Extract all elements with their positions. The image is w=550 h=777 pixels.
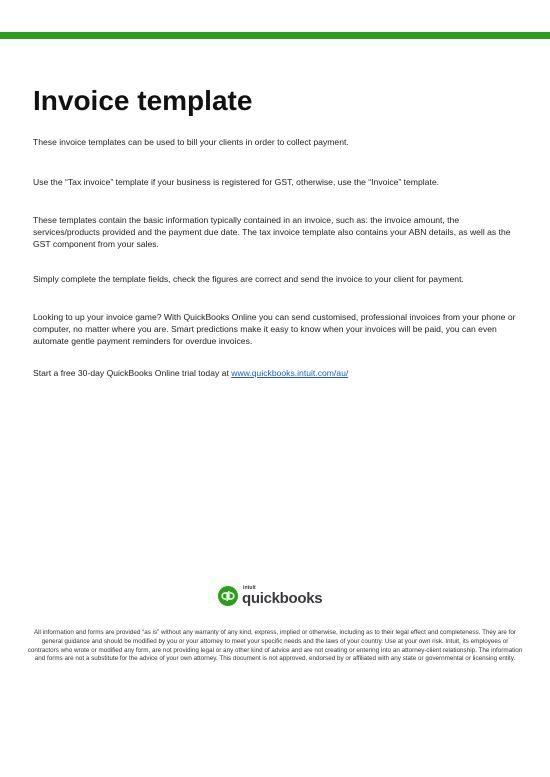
quickbooks-website-link[interactable]: www.quickbooks.intuit.com/au/ [231, 368, 349, 378]
quickbooks-logo [218, 585, 322, 607]
quickbooks-wordmark [242, 586, 322, 606]
tax-invoice-paragraph: Use the “Tax invoice” template if your business is registered for GST, otherwise, use the “Invoice” template. [33, 177, 439, 187]
quickbooks-logo-icon [218, 586, 238, 606]
quickbooks-promo-paragraph: Looking to up your invoice game? With QuickBooks Online you can send customised, professional invoices from your phone or computer, no matter where you are. Smart predictions make it easy to know when your invoices will be paid, you can even automate gentle payment reminders for overdue invoices. [33, 312, 516, 346]
intuit-label: intuit [243, 585, 256, 591]
intro-paragraph: These invoice templates can be used to bill your clients in order to collect payment. [33, 137, 349, 147]
trial-text: Start a free 30-day QuickBooks Online trial today at [33, 368, 232, 378]
top-accent-bar [0, 32, 550, 39]
page-title: Invoice template [33, 85, 253, 116]
legal-disclaimer: All information and forms are provided “as is” without any warranty of any kind, express, implied or otherwise, including as to their legal effect and completeness. They are for general guidance and should be modified by you or your attorney to meet your specific needs and the laws of your country. Use at your own risk. Intuit, its employees or contractors who wrote or modified any form, are not providing legal or any other kind of advice and are not creating or entering into an attorney-client relationship. The information and forms are not a substitute for the advice of your own attorney. This document is not approved, endorsed by or affiliated with any state or governmental or licensing entity. [27, 629, 523, 663]
qb-glyph-icon [221, 591, 235, 601]
template-contents-paragraph: These templates contain the basic information typically contained in an invoice, such as: the invoice amount, the services/products provided and the payment due date. The tax invoice template also contains your ABN details, as well as the GST component from your sales. [33, 215, 511, 249]
trial-paragraph [33, 367, 519, 379]
quickbooks-label: quickbooks [242, 590, 323, 607]
instructions-paragraph: Simply complete the template fields, check the figures are correct and send the invoice to your client for payment. [33, 274, 464, 284]
